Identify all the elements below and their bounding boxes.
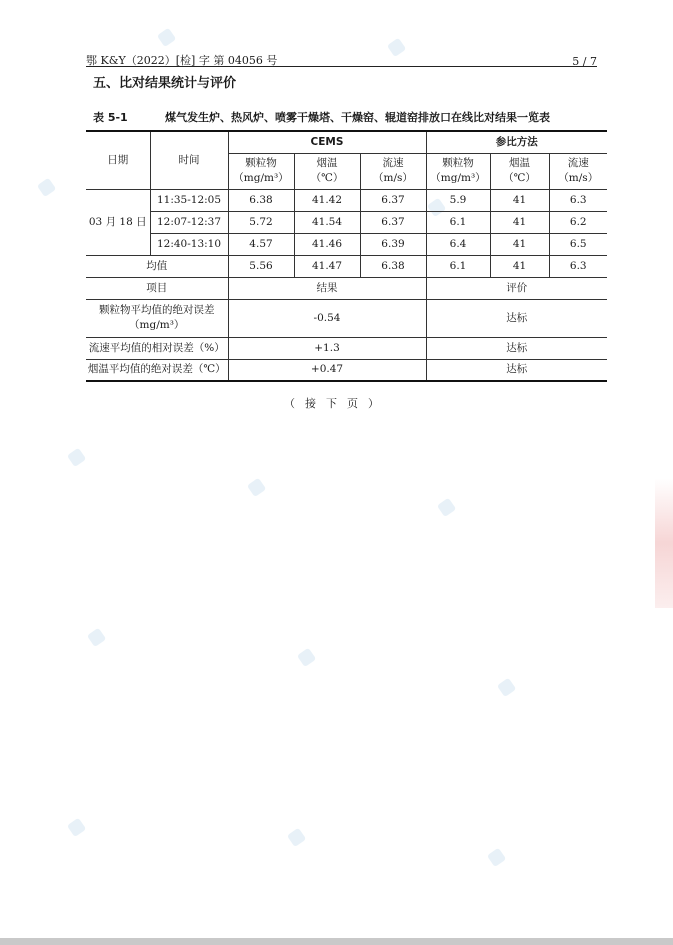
header-cems: CEMS xyxy=(228,131,426,153)
cell-ref-speed: 6.3 xyxy=(549,189,607,211)
table-row xyxy=(86,211,607,233)
watermark-logo-icon xyxy=(157,28,176,47)
comparison-table xyxy=(86,130,607,382)
cell-cems-particle: 4.57 xyxy=(228,233,294,255)
watermark xyxy=(247,417,353,497)
cell-ref-speed: 6.2 xyxy=(549,211,607,233)
mean-cems-speed: 6.38 xyxy=(360,255,426,277)
watermark-logo-icon xyxy=(87,628,106,647)
cell-cems-speed: 6.39 xyxy=(360,233,426,255)
eval-header-evaluation: 评价 xyxy=(426,277,607,299)
header-time: 时间 xyxy=(150,131,228,189)
watermark xyxy=(157,0,263,47)
watermark xyxy=(67,757,173,837)
cell-time: 12:07-12:37 xyxy=(150,211,228,233)
watermark xyxy=(497,617,603,697)
cell-cems-temp: 41.42 xyxy=(294,189,360,211)
scan-edge xyxy=(0,938,673,945)
header-ref-particle: 颗粒物 （mg/m³） xyxy=(426,153,490,189)
continued-note: （接下页） xyxy=(284,397,389,410)
eval-header-result: 结果 xyxy=(228,277,426,299)
table-number: 表 5-1 xyxy=(93,111,128,124)
cell-ref-particle: 5.9 xyxy=(426,189,490,211)
header-cems-particle: 颗粒物 （mg/m³） xyxy=(228,153,294,189)
eval-status: 达标 xyxy=(426,337,607,359)
watermark xyxy=(387,0,493,57)
report-number: 鄂 K&Y（2022）[检] 字 第 04056 号 xyxy=(86,54,278,67)
cell-cems-particle: 6.38 xyxy=(228,189,294,211)
mean-cems-particle: 5.56 xyxy=(228,255,294,277)
header-date: 日期 xyxy=(86,131,150,189)
cell-ref-speed: 6.5 xyxy=(549,233,607,255)
mean-ref-temp: 41 xyxy=(490,255,549,277)
mean-ref-particle: 6.1 xyxy=(426,255,490,277)
evaluation-header-row xyxy=(86,277,607,299)
cell-time: 11:35-12:05 xyxy=(150,189,228,211)
watermark-logo-icon xyxy=(297,648,316,667)
mean-row xyxy=(86,255,607,277)
cell-ref-particle: 6.4 xyxy=(426,233,490,255)
cell-ref-particle: 6.1 xyxy=(426,211,490,233)
eval-header-item: 项目 xyxy=(86,277,228,299)
mean-ref-speed: 6.3 xyxy=(549,255,607,277)
cell-cems-particle: 5.72 xyxy=(228,211,294,233)
watermark-logo-icon xyxy=(67,818,86,837)
table-row xyxy=(86,189,607,211)
cell-ref-temp: 41 xyxy=(490,211,549,233)
eval-result: +1.3 xyxy=(228,337,426,359)
watermark-logo-icon xyxy=(287,828,306,847)
eval-status: 达标 xyxy=(426,299,607,337)
header-divider xyxy=(86,66,597,67)
table-caption xyxy=(93,109,597,125)
cell-date: 03 月 18 日 xyxy=(86,189,150,255)
watermark-logo-icon xyxy=(487,848,506,867)
watermark xyxy=(287,767,393,847)
eval-result: +0.47 xyxy=(228,359,426,381)
table-title: 煤气发生炉、热风炉、喷雾干燥塔、干燥窑、辊道窑排放口在线比对结果一览表 xyxy=(165,111,550,124)
watermark-logo-icon xyxy=(67,448,86,467)
eval-item: 流速平均值的相对误差（%） xyxy=(86,337,228,359)
cell-cems-temp: 41.46 xyxy=(294,233,360,255)
cell-cems-speed: 6.37 xyxy=(360,211,426,233)
section-title: 五、比对结果统计与评价 xyxy=(93,76,237,91)
mean-label: 均值 xyxy=(86,255,228,277)
watermark xyxy=(297,587,403,667)
cell-cems-temp: 41.54 xyxy=(294,211,360,233)
watermark-logo-icon xyxy=(247,478,266,497)
mean-cems-temp: 41.47 xyxy=(294,255,360,277)
watermark xyxy=(437,437,543,517)
watermark-logo-icon xyxy=(437,498,456,517)
header-cems-speed: 流速 （m/s） xyxy=(360,153,426,189)
seal-stamp-fragment xyxy=(655,478,673,608)
eval-result: -0.54 xyxy=(228,299,426,337)
watermark-logo-icon xyxy=(37,178,56,197)
eval-item: 烟温平均值的绝对误差（℃） xyxy=(86,359,228,381)
cell-ref-temp: 41 xyxy=(490,233,549,255)
header-ref-temp: 烟温 （℃） xyxy=(490,153,549,189)
evaluation-row xyxy=(86,337,607,359)
eval-status: 达标 xyxy=(426,359,607,381)
cell-cems-speed: 6.37 xyxy=(360,189,426,211)
cell-ref-temp: 41 xyxy=(490,189,549,211)
header-ref-speed: 流速 （m/s） xyxy=(549,153,607,189)
page-number: 5 / 7 xyxy=(572,55,597,68)
evaluation-row xyxy=(86,299,607,337)
evaluation-row xyxy=(86,359,607,381)
watermark xyxy=(487,787,593,867)
table-row xyxy=(86,233,607,255)
watermark-logo-icon xyxy=(497,678,516,697)
eval-item: 颗粒物平均值的绝对误差 （mg/m³） xyxy=(86,299,228,337)
header-cems-temp: 烟温 （℃） xyxy=(294,153,360,189)
watermark xyxy=(87,567,193,647)
header-reference-method: 参比方法 xyxy=(426,131,607,153)
cell-time: 12:40-13:10 xyxy=(150,233,228,255)
